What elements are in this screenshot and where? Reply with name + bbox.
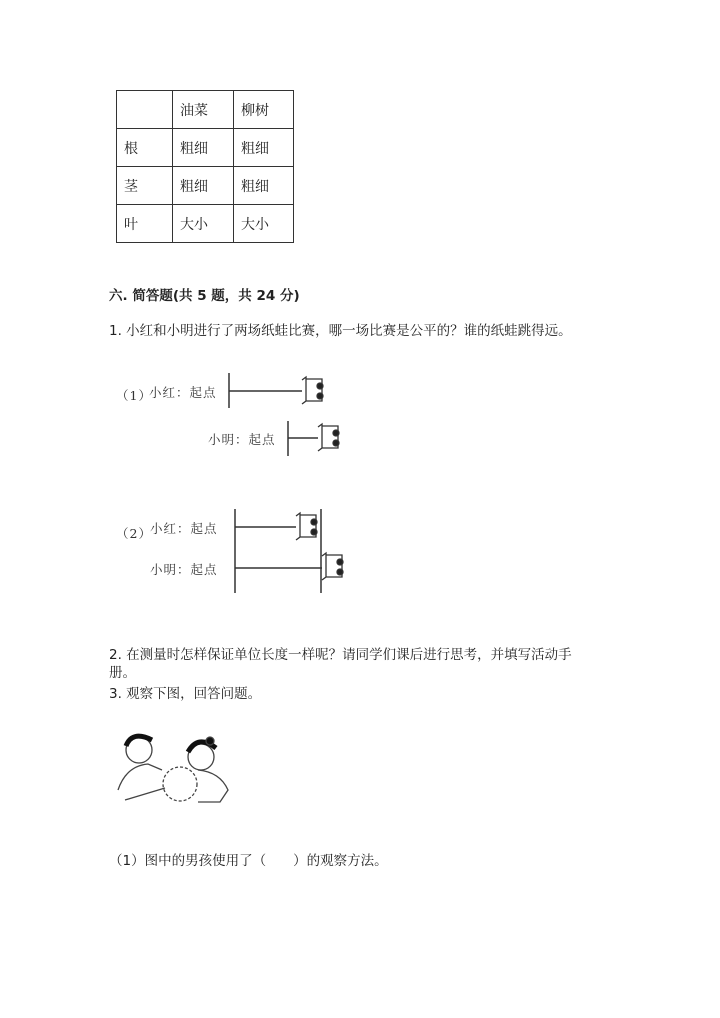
question-1: 1. 小红和小明进行了两场纸蛙比赛，哪一场比赛是公平的？谁的纸蛙跳得远。 — [109, 323, 572, 339]
table-cell: 粗细 — [234, 167, 294, 205]
question-2-line-1: 2. 在测量时怎样保证单位长度一样呢？请同学们课后进行思考，并填写活动手 — [109, 647, 572, 663]
table-cell: 大小 — [234, 205, 294, 243]
table-cell: 大小 — [173, 205, 234, 243]
table-cell: 柳树 — [234, 91, 294, 129]
question-2-line-2: 册。 — [109, 665, 136, 681]
question-3-sub-1: （1）图中的男孩使用了（ ）的观察方法。 — [109, 853, 388, 869]
paper-frog-icon — [296, 513, 317, 540]
table-cell: 油菜 — [173, 91, 234, 129]
xiaoming-start-label: 小明：起点 — [150, 562, 218, 577]
xiaoming-start-label: 小明：起点 — [208, 432, 276, 447]
table-cell: 粗细 — [234, 129, 294, 167]
table-cell: 粗细 — [173, 129, 234, 167]
paper-frog-icon — [322, 553, 343, 580]
question-3: 3. 观察下图，回答问题。 — [109, 686, 262, 702]
table-cell: 叶 — [117, 205, 173, 243]
paper-frog-icon — [302, 377, 323, 404]
xiaohong-start-label: 小红：起点 — [150, 521, 218, 536]
paper-frog-icon — [318, 424, 339, 451]
table-cell: 粗细 — [173, 167, 234, 205]
part-1-label: （1） — [116, 388, 152, 403]
xiaohong-start-label: 小红：起点 — [149, 385, 217, 400]
part-2-label: （2） — [116, 526, 152, 541]
table-cell: 根 — [117, 129, 173, 167]
children-observing-illustration — [118, 736, 228, 802]
section-title: 六. 简答题(共 5 题，共 24 分) — [109, 288, 300, 304]
table-cell: 茎 — [117, 167, 173, 205]
